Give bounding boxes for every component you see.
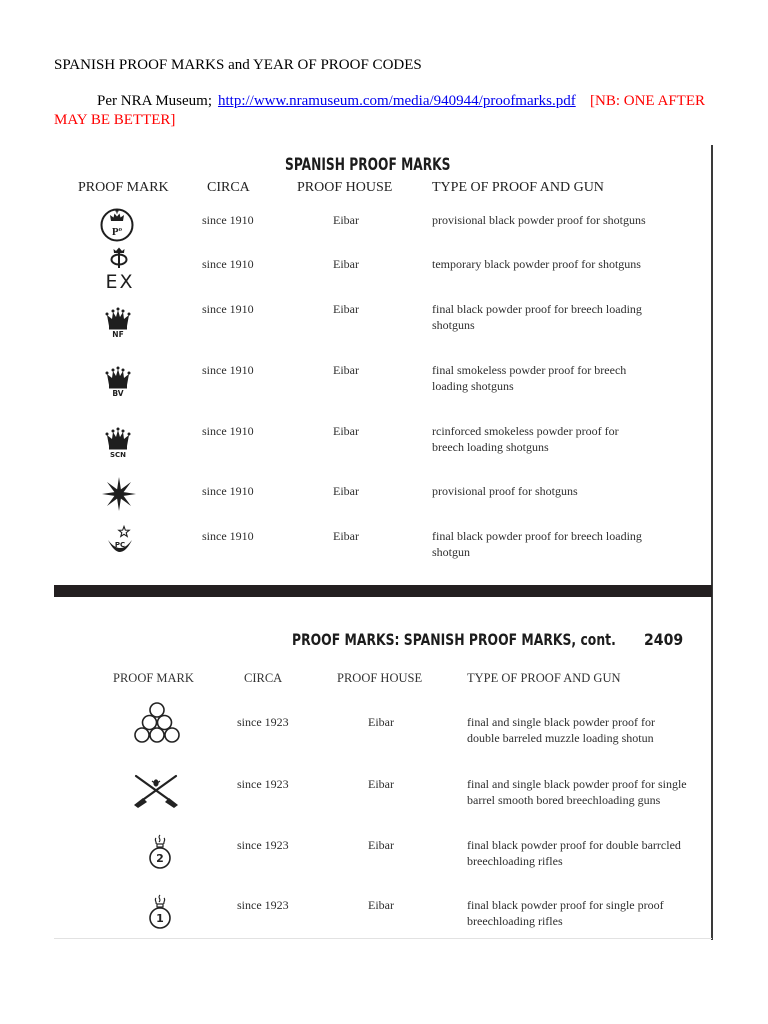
column-header-proof-mark: PROOF MARK [113, 671, 194, 685]
column-header-circa: CIRCA [244, 671, 283, 685]
column-header-proof-house: PROOF HOUSE [337, 671, 423, 685]
proof-house-cell: Eibar [333, 484, 359, 498]
editor-note-line-1: [NB: ONE AFTER [590, 93, 706, 109]
crown-circle-stamp-icon [99, 206, 135, 244]
proof-type-cell [432, 483, 578, 499]
source-prefix: Per NRA Museum; [97, 93, 213, 109]
grenade-stamp-icon [148, 894, 172, 930]
page-title: SPANISH PROOF MARKS and YEAR OF PROOF CODES [54, 57, 422, 73]
proof-house-cell: Eibar [368, 777, 394, 791]
stamp-letters: NF [112, 330, 124, 339]
proof-house-cell: Eibar [368, 715, 394, 729]
stamp-letters: Pº [111, 226, 123, 238]
scan-bottom-edge [54, 938, 712, 939]
star-crescent-stamp-icon [104, 522, 136, 558]
circa-cell: since 1910 [202, 363, 254, 377]
proof-type-cell [467, 776, 687, 808]
stamp-letters: EX [105, 271, 135, 293]
proof-type-line: provisional proof for shotguns [432, 484, 578, 498]
circa-cell: since 1910 [202, 424, 254, 438]
proof-type-line: shotgun [432, 545, 471, 559]
proof-type-line: loading shotguns [432, 379, 514, 393]
proof-type-line: final black powder proof for single proof [467, 898, 664, 912]
proof-house-cell: Eibar [333, 213, 359, 227]
proof-type-line: final black powder proof for double barrcled [467, 838, 681, 852]
crown-stamp-icon [104, 307, 132, 341]
proof-type-cell [467, 837, 681, 869]
column-header-proof-house: PROOF HOUSE [297, 180, 393, 195]
table-title: SPANISH PROOF MARKS [285, 155, 451, 175]
proof-type-cell [467, 897, 664, 929]
starburst-stamp-icon [100, 474, 138, 514]
proof-type-line: breechloading rifles [467, 914, 563, 928]
proof-type-cell [432, 256, 641, 272]
circa-cell: since 1923 [237, 838, 289, 852]
proof-type-line: breech loading shotguns [432, 440, 549, 454]
circa-cell: since 1910 [202, 302, 254, 316]
proof-type-line: breechloading rifles [467, 854, 563, 868]
source-link[interactable]: http://www.nramuseum.com/media/940944/proofmarks.pdf [218, 93, 576, 109]
stamp-number: 1 [156, 912, 164, 925]
column-header-circa: CIRCA [207, 180, 250, 195]
editor-note-line-2: MAY BE BETTER] [54, 112, 176, 128]
scan-right-border [711, 145, 713, 940]
proof-type-cell [432, 301, 642, 333]
proof-type-line: final and single black powder proof for single [467, 777, 687, 791]
column-header-type: TYPE OF PROOF AND GUN [467, 671, 621, 685]
proof-type-line: final smokeless powder proof for breech [432, 363, 627, 377]
stamp-letters: SCN [109, 451, 127, 459]
crown-stamp-icon [104, 427, 132, 461]
proof-house-cell: Eibar [368, 898, 394, 912]
proof-type-cell [467, 714, 655, 746]
circa-cell: since 1910 [202, 257, 254, 271]
proof-type-cell [432, 362, 626, 394]
circa-cell: since 1910 [202, 484, 254, 498]
crossed-rifles-stamp-icon [132, 772, 180, 808]
book-page-number: 2409 [644, 630, 684, 649]
proof-type-line: provisional black powder proof for shotguns [432, 213, 646, 227]
stacked-cannonballs-stamp-icon [134, 699, 180, 743]
grenade-stamp-icon [148, 834, 172, 870]
circa-cell: since 1910 [202, 529, 254, 543]
crown-stamp-icon [104, 366, 132, 400]
proof-type-line: double barreled muzzle loading shotun [467, 731, 654, 745]
proof-house-cell: Eibar [333, 529, 359, 543]
circa-cell: since 1923 [237, 715, 289, 729]
proof-type-line: shotguns [432, 318, 475, 332]
proof-type-line: final black powder proof for breech loading [432, 302, 642, 316]
stamp-letters: BV [112, 389, 124, 398]
table-title: PROOF MARKS: SPANISH PROOF MARKS, cont. [292, 630, 616, 649]
proof-type-line: temporary black powder proof for shotguns [432, 257, 641, 271]
proof-house-cell: Eibar [333, 302, 359, 316]
proof-house-cell: Eibar [333, 363, 359, 377]
proof-type-line: barrel smooth bored breechloading guns [467, 793, 661, 807]
stamp-number: 2 [156, 852, 164, 865]
proof-type-cell [432, 423, 619, 455]
proof-house-cell: Eibar [368, 838, 394, 852]
proof-type-line: final black powder proof for breech loading [432, 529, 642, 543]
circa-cell: since 1923 [237, 777, 289, 791]
scan-divider-bar [54, 585, 712, 597]
stamp-letters: PC [114, 541, 126, 549]
column-header-proof-mark: PROOF MARK [78, 180, 169, 195]
circa-cell: since 1923 [237, 898, 289, 912]
proof-house-cell: Eibar [333, 257, 359, 271]
proof-type-line: rcinforced smokeless powder proof for [432, 424, 619, 438]
crown-orb-stamp-icon [99, 246, 139, 292]
proof-type-cell [432, 212, 646, 228]
column-header-type: TYPE OF PROOF AND GUN [432, 180, 604, 195]
proof-type-cell [432, 528, 642, 560]
circa-cell: since 1910 [202, 213, 254, 227]
proof-house-cell: Eibar [333, 424, 359, 438]
proof-type-line: final and single black powder proof for [467, 715, 655, 729]
